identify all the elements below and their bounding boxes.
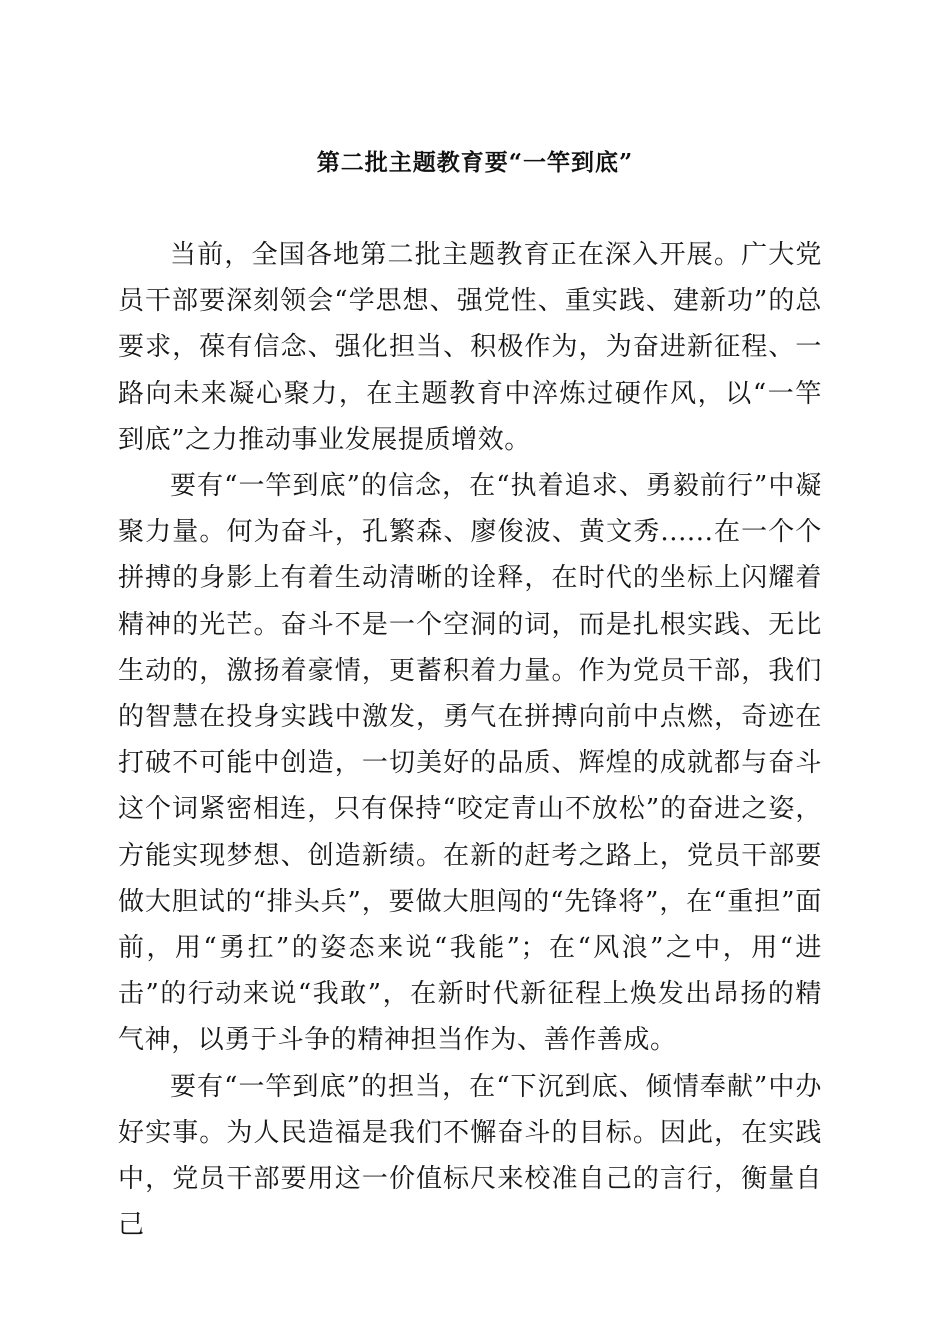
paragraph-responsibility: 要有“一竿到底”的担当，在“下沉到底、倾情奉献”中办好实事。为人民造福是我们不懈奋斗的目标。因此，在实践中，党员干部要用这一价值标尺来校准自己的言行，衡量自己: [118, 1071, 822, 1241]
document-body: [118, 232, 822, 1248]
paragraph-belief: 要有“一竿到底”的信念，在“执着追求、勇毅前行”中凝聚力量。何为奋斗，孔繁森、廖俊波、黄文秀......在一个个拼搏的身影上有着生动清晰的诠释，在时代的坐标上闪耀着精神的光芒。奋斗不是一个空洞的词，而是扎根实践、无比生动的，激扬着豪情，更蓄积着力量。作为党员干部，我们的智慧在投身实践中激发，勇气在拼搏向前中点燃，奇迹在打破不可能中创造，一切美好的品质、辉煌的成就都与奋斗这个词紧密相连，只有保持“咬定青山不放松”的奋进之姿，方能实现梦想、创造新绩。在新的赶考之路上，党员干部要做大胆试的“排头兵”，要做大胆闯的“先锋将”，在“重担”面前，用“勇扛”的姿态来说“我能”；在“风浪”之中，用“进击”的行动来说“我敢”，在新时代新征程上焕发出昂扬的精气神，以勇于斗争的精神担当作为、善作善成。: [118, 471, 822, 1056]
paragraph-intro: 当前，全国各地第二批主题教育正在深入开展。广大党员干部要深刻领会“学思想、强党性、重实践、建新功”的总要求，葆有信念、强化担当、积极作为，为奋进新征程、一路向未来凝心聚力，在主题教育中淬炼过硬作风，以“一竿到底”之力推动事业发展提质增效。: [118, 240, 822, 455]
document-title: 第二批主题教育要“一竿到底”: [316, 149, 634, 176]
